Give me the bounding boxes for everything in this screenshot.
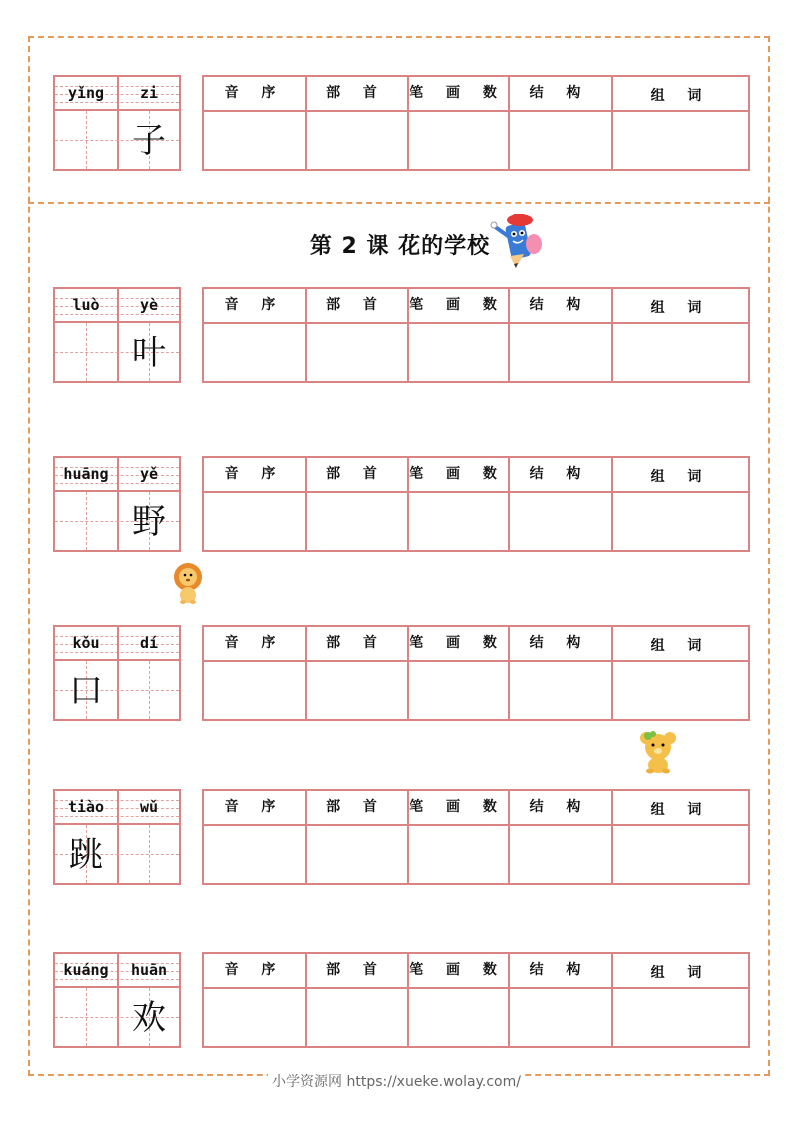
answer-cell[interactable] [206,326,303,379]
table-header-cell: 笔 画 数 [409,85,506,101]
answer-cell[interactable] [409,495,506,548]
answer-cell[interactable] [409,991,506,1044]
answer-cell[interactable] [409,326,506,379]
answer-cell[interactable] [613,828,748,881]
table-header-cell: 结 构 [529,799,590,815]
table-header-cell: 结 构 [529,962,590,978]
page-frame [28,36,770,1076]
answer-cell[interactable] [510,114,609,167]
pinyin-right: zi [139,84,159,102]
footer-text: 小学资源网 https://xueke.wolay.com/ [268,1074,525,1090]
footer [0,1071,793,1091]
section-divider [28,202,770,204]
hanzi-left [55,113,117,169]
answer-cell[interactable] [206,114,303,167]
table-header-cell: 部 首 [326,635,386,651]
answer-cell[interactable] [307,114,405,167]
hanzi-left: 跳 [69,835,103,875]
table-header-cell: 部 首 [326,85,386,101]
table-header-cell: 组 词 [650,638,711,654]
pinyin-left: kǒu [72,634,100,652]
table-header-cell: 组 词 [650,469,711,485]
answer-cell[interactable] [510,326,609,379]
character-box [53,75,181,171]
table-header-cell: 音 序 [224,297,285,313]
pinyin-left: huāng [63,465,109,483]
pencil-mascot-icon [490,210,548,272]
character-box [53,456,181,552]
character-box [53,952,181,1048]
bear-icon [636,730,680,774]
pinyin-right: wǔ [139,798,159,816]
table-header-cell: 音 序 [224,85,285,101]
pinyin-right: yè [139,296,159,314]
answer-cell[interactable] [510,664,609,717]
analysis-table [202,456,750,552]
pinyin-left: kuáng [63,961,109,979]
answer-cell[interactable] [510,495,609,548]
hanzi-left [55,494,117,550]
answer-cell[interactable] [409,114,506,167]
hanzi-right [118,827,180,883]
table-header-cell: 笔 画 数 [409,635,506,651]
character-box [53,789,181,885]
analysis-table [202,625,750,721]
answer-cell[interactable] [613,664,748,717]
hanzi-right: 子 [132,121,166,161]
answer-cell[interactable] [206,828,303,881]
table-header-cell: 笔 画 数 [409,297,506,313]
lion-icon [170,562,206,604]
answer-cell[interactable] [307,991,405,1044]
pinyin-right: dí [139,634,159,652]
answer-cell[interactable] [307,828,405,881]
table-header-cell: 结 构 [529,635,590,651]
hanzi-right: 欢 [132,998,166,1038]
pinyin-right: huān [130,961,168,979]
answer-cell[interactable] [409,664,506,717]
character-box [53,287,181,383]
hanzi-right [118,663,180,719]
answer-cell[interactable] [613,495,748,548]
table-header-cell: 组 词 [650,88,711,104]
table-header-cell: 组 词 [650,802,711,818]
hanzi-left [55,325,117,381]
table-header-cell: 笔 画 数 [409,962,506,978]
table-header-cell: 结 构 [529,466,590,482]
answer-cell[interactable] [307,495,405,548]
answer-cell[interactable] [206,991,303,1044]
pinyin-left: luò [72,296,100,314]
hanzi-right: 叶 [132,333,166,373]
answer-cell[interactable] [409,828,506,881]
table-header-cell: 音 序 [224,799,285,815]
answer-cell[interactable] [613,114,748,167]
analysis-table [202,287,750,383]
hanzi-right: 野 [132,502,166,542]
table-header-cell: 部 首 [326,962,386,978]
table-header-cell: 结 构 [529,85,590,101]
table-header-cell: 组 词 [650,300,711,316]
table-header-cell: 笔 画 数 [409,799,506,815]
answer-cell[interactable] [510,991,609,1044]
answer-cell[interactable] [613,991,748,1044]
hanzi-left [55,990,117,1046]
pinyin-right: yě [139,465,159,483]
table-header-cell: 部 首 [326,297,386,313]
table-header-cell: 部 首 [326,799,386,815]
character-box [53,625,181,721]
answer-cell[interactable] [206,664,303,717]
table-header-cell: 组 词 [650,965,711,981]
pinyin-left: yǐng [67,84,105,102]
table-header-cell: 部 首 [326,466,386,482]
answer-cell[interactable] [206,495,303,548]
analysis-table [202,75,750,171]
analysis-table [202,789,750,885]
lesson-title: 第 2 课 花的学校 [309,234,491,259]
table-header-cell: 音 序 [224,466,285,482]
answer-cell[interactable] [307,326,405,379]
table-header-cell: 音 序 [224,635,285,651]
hanzi-left: 口 [69,671,103,711]
table-header-cell: 音 序 [224,962,285,978]
answer-cell[interactable] [307,664,405,717]
table-header-cell: 笔 画 数 [409,466,506,482]
answer-cell[interactable] [613,326,748,379]
answer-cell[interactable] [510,828,609,881]
table-header-cell: 结 构 [529,297,590,313]
analysis-table [202,952,750,1048]
pinyin-left: tiào [67,798,105,816]
